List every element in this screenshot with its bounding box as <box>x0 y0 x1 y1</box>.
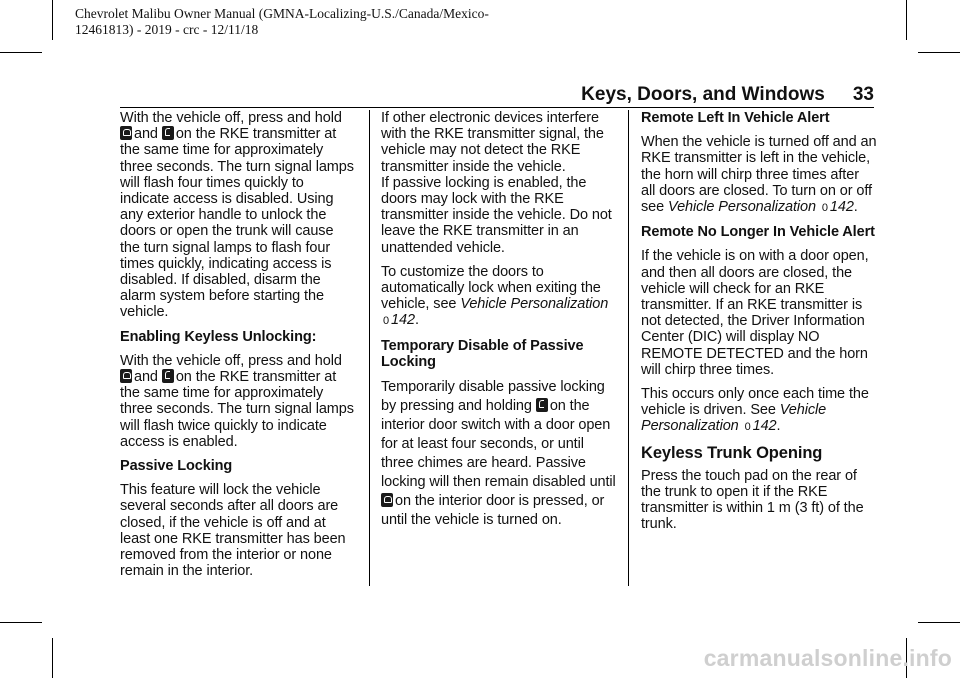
section-heading-trunk: Keyless Trunk Opening <box>641 443 823 462</box>
column-1 <box>120 110 356 587</box>
crop-mark <box>0 622 42 623</box>
meta-line-1: Chevrolet Malibu Owner Manual (GMNA-Localizing-U.S./Canada/Mexico- <box>75 6 489 21</box>
column-3 <box>641 110 877 540</box>
crop-mark <box>918 52 960 53</box>
xref-link[interactable]: Vehicle Personalization <box>460 296 609 313</box>
xref-page[interactable]: 142 <box>829 199 854 216</box>
lock-icon <box>381 493 393 507</box>
crop-mark <box>918 622 960 623</box>
page-number: 33 <box>852 84 874 105</box>
document-meta <box>75 6 489 38</box>
paragraph: With the vehicle off, press and hold and on the RKE transmitter at the same time for approximately three seconds. The turn signal lamps will flash four times quickly to indicate access is disabled. Using any exterior handle to unlock the doors or open the trunk will cause the turn signal lamps to flash four times quickly, indicating access is disabled. If disabled, disarm the alarm system before starting the vehicle. <box>120 110 354 321</box>
paragraph: With the vehicle off, press and hold and on the RKE transmitter at the same time for approximately three seconds. The turn signal lamps will flash twice quickly to indicate access is enabled. <box>120 352 354 450</box>
crop-mark <box>52 638 53 678</box>
subheading-enabling: Enabling Keyless Unlocking: <box>120 328 317 345</box>
page-ref-icon: 0 <box>821 202 828 215</box>
page-header <box>581 84 874 106</box>
xref-page[interactable]: 142 <box>752 418 777 435</box>
paragraph: To customize the doors to automatically lock when exiting the vehicle, see Vehicle Personalization 0 142. <box>381 263 609 329</box>
unlock-icon <box>162 369 174 383</box>
crop-mark <box>0 52 42 53</box>
crop-mark <box>52 0 53 40</box>
unlock-icon <box>536 398 548 412</box>
paragraph: When the vehicle is turned off and an RKE transmitter is left in the vehicle, the horn will chirp three times after all doors are closed. To turn on or off see Vehicle Personalization 0 142. <box>641 134 877 216</box>
watermark: carmanualsonline.info <box>703 645 952 671</box>
column-divider <box>369 110 370 586</box>
subheading-remote-left: Remote Left In Vehicle Alert <box>641 110 830 126</box>
xref-link[interactable]: Vehicle Personalization <box>668 199 816 216</box>
meta-line-2: 12461813) - 2019 - crc - 12/11/18 <box>75 22 259 37</box>
xref-page[interactable]: 142 <box>391 312 415 329</box>
paragraph: Temporarily disable passive locking by pressing and holding on the interior door switch with a door open for at least four seconds, or until three chimes are heard. Passive locking will then remain disabled until on the interior door is pressed, or until the vehicle is turned on. <box>381 379 616 529</box>
column-2 <box>381 110 617 538</box>
subheading-passive: Passive Locking <box>120 458 233 475</box>
unlock-icon <box>162 126 174 140</box>
page-ref-icon: 0 <box>383 315 390 328</box>
section-title: Keys, Doors, and Windows <box>581 84 825 105</box>
lock-icon <box>120 369 132 383</box>
page-ref-icon: 0 <box>744 421 751 434</box>
paragraph: If other electronic devices interfere with the RKE transmitter signal, the vehicle may not detect the RKE transmitter inside the vehicle. <box>381 110 604 175</box>
paragraph: If passive locking is enabled, the doors may lock with the RKE transmitter inside the vehicle. Do not leave the RKE transmitter in an unattended vehicle. <box>381 174 612 256</box>
header-rule <box>120 107 874 108</box>
subheading-temporary: Temporary Disable of Passive Locking <box>381 337 584 370</box>
subheading-remote-no: Remote No Longer In Vehicle Alert <box>641 224 875 241</box>
paragraph: Press the touch pad on the rear of the trunk to open it if the RKE transmitter is within 1 m (3 ft) of the trunk. <box>641 467 864 533</box>
column-divider <box>628 110 629 586</box>
crop-mark <box>906 0 907 40</box>
paragraph: This occurs only once each time the vehicle is driven. See Vehicle Personalization 0 142. <box>641 386 869 435</box>
paragraph: If the vehicle is on with a door open, and then all doors are closed, the vehicle will check for an RKE transmitter. If an RKE transmitter is not detected, the Driver Information Center (DIC) will display NO REMOTE DETECTED and the horn will chirp three times. <box>641 248 869 378</box>
paragraph: This feature will lock the vehicle several seconds after all doors are closed, if the vehicle is off and at least one RKE transmitter has been removed from the interior or none remain in the interior. <box>120 482 346 580</box>
lock-icon <box>120 126 132 140</box>
xref-link[interactable]: Vehicle Personalization <box>641 402 827 435</box>
